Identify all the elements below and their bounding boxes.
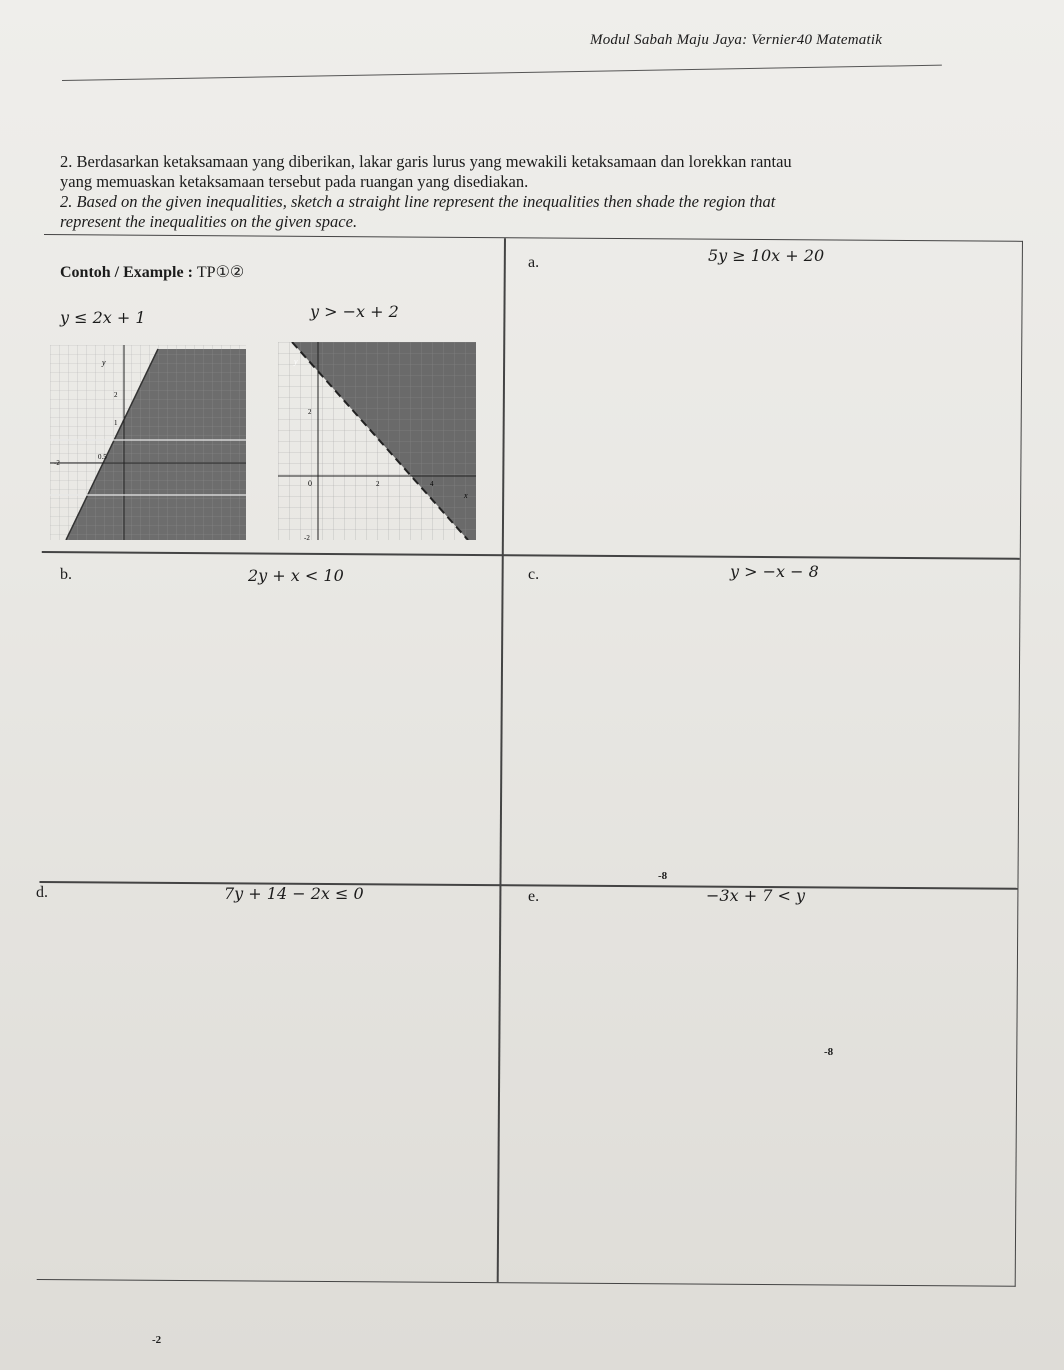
part-d-label: d.	[36, 884, 48, 901]
bleed-mark: -8	[824, 1046, 834, 1058]
module-header: Modul Sabah Maju Jaya: Vernier40 Matematik	[590, 32, 883, 48]
graph-2-tick-x2: 2	[376, 480, 380, 488]
graph-1-tick-1: 1	[114, 419, 118, 427]
example-graph-2	[278, 342, 476, 540]
question-line-4: represent the inequalities on the given space.	[60, 212, 358, 231]
part-b-label: b.	[60, 566, 72, 583]
graph-1-tick-2: 2	[114, 391, 118, 399]
part-e-label: e.	[528, 888, 540, 905]
example-inequality-2: y > −x + 2	[310, 302, 399, 321]
graph-2-origin: 0	[308, 479, 312, 488]
example-graph-1	[50, 345, 246, 540]
bleed-mark: -2	[152, 1334, 162, 1346]
part-c-label: c.	[528, 566, 540, 583]
graph-2-x-label: x	[464, 491, 468, 500]
grid-vertical-divider	[497, 238, 506, 1282]
part-a-inequality: 5y ≥ 10x + 20	[708, 246, 825, 265]
part-c-inequality: y > −x − 8	[730, 562, 819, 581]
grid-row-divider-1	[42, 551, 1020, 559]
question-line-2: yang memuaskan ketaksamaan tersebut pada ruangan yang disediakan.	[60, 172, 529, 191]
graph-1-tick-half: 0.5	[98, 453, 107, 461]
part-a-label: a.	[528, 254, 540, 271]
graph-2-tick-neg2: -2	[304, 534, 310, 540]
graph-2-tick-2: 2	[308, 408, 312, 416]
example-inequality-1: y ≤ 2x + 1	[60, 308, 146, 327]
example-label-text: Contoh / Example :	[60, 264, 193, 281]
part-b-inequality: 2y + x < 10	[248, 566, 344, 585]
tp-marker: TP①②	[196, 264, 245, 281]
question-line-1: 2. Berdasarkan ketaksamaan yang diberikan, lakar garis lurus yang mewakili ketaksamaan dan lorekkan rantau	[60, 152, 792, 171]
example-label	[60, 262, 244, 282]
bleed-mark: -8	[658, 870, 668, 882]
part-e-inequality: −3x + 7 < y	[706, 886, 805, 905]
graph-1-y-label: y	[102, 358, 106, 367]
question-line-3: 2. Based on the given inequalities, sketch a straight line represent the inequalities then shade the region that	[60, 192, 776, 211]
header-rule	[62, 65, 942, 81]
graph-2-tick-x4: 4	[430, 480, 434, 488]
part-d-inequality: 7y + 14 − 2x ≤ 0	[224, 884, 364, 903]
graph-1-tick-neg2: -2	[54, 459, 60, 467]
graph-2-y-label: y	[294, 357, 298, 366]
